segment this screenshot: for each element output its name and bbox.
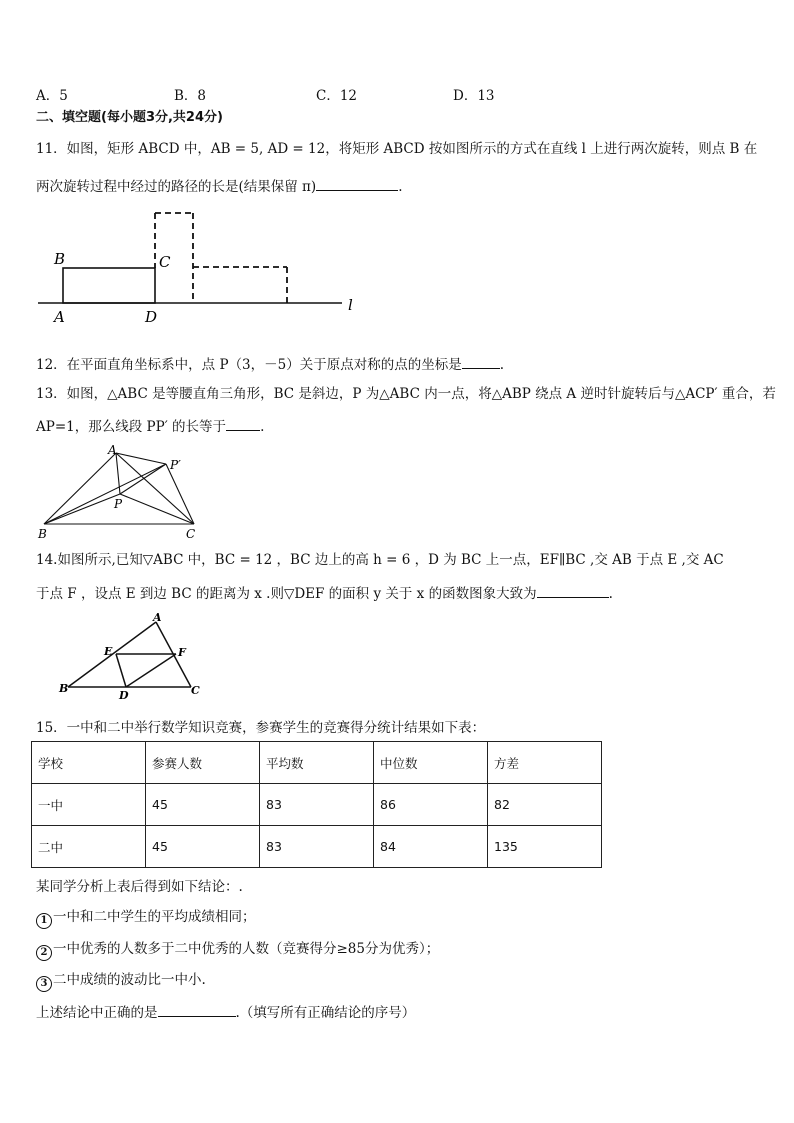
table-cell: 83 [260, 826, 374, 868]
q13-answer-blank[interactable] [226, 416, 260, 431]
fig11-label-a: A [54, 308, 65, 326]
fig11-label-b: B [54, 250, 66, 268]
option-b: B．8 [174, 88, 207, 104]
table-cell: 82 [488, 784, 602, 826]
fig13-label-p: P [114, 497, 123, 511]
circled-number: 2 [36, 945, 52, 961]
table-cell: 86 [374, 784, 488, 826]
fig13-label-a: A [108, 443, 117, 457]
table-cell: 一中 [32, 784, 146, 826]
fig14-label-b: B [59, 682, 69, 695]
q15-after-table: 某同学分析上表后得到如下结论：. [36, 879, 243, 895]
q11-answer-blank[interactable] [316, 176, 398, 191]
table-cell: 二中 [32, 826, 146, 868]
table-cell: 135 [488, 826, 602, 868]
conclusion-1: 1 一中和二中学生的平均成绩相同； [36, 908, 256, 929]
q14-line1: 14.如图所示,已知▽ABC 中，BC = 12 ，BC 边上的高 h = 6 ，D 为 BC 上一点，EF∥BC ,交 AB 于点 E ,交 AC [36, 552, 724, 568]
q13-line2: AP=1，那么线段 PP′ 的长等于 . [36, 416, 264, 436]
circled-number: 3 [36, 976, 52, 992]
fig11-label-l: l [348, 296, 353, 314]
q11-figure [30, 206, 370, 326]
option-a: A．5 [36, 88, 68, 104]
option-c: C．12 [316, 88, 358, 104]
q14-figure [56, 610, 206, 702]
section-heading: 二、填空题(每小题3分,共24分) [36, 110, 223, 125]
fig11-label-d: D [145, 308, 158, 326]
table-header-cell: 学校 [32, 742, 146, 784]
q12-answer-blank[interactable] [462, 354, 500, 369]
fig14-label-d: D [119, 689, 129, 702]
fig13-label-b: B [38, 527, 47, 541]
fig13-label-p-prime: P′ [170, 458, 181, 472]
table-header-cell: 参赛人数 [146, 742, 260, 784]
table-cell: 84 [374, 826, 488, 868]
table-cell: 45 [146, 826, 260, 868]
table-row [32, 784, 602, 826]
table-header-row [32, 742, 602, 784]
conclusion-2: 2 一中优秀的人数多于二中优秀的人数（竞赛得分≥85分为优秀）； [36, 940, 439, 961]
option-d: D．13 [453, 88, 495, 104]
q14-answer-blank[interactable] [537, 583, 609, 598]
circled-number: 1 [36, 913, 52, 929]
fig13-label-c: C [186, 527, 196, 541]
table-row [32, 826, 602, 868]
table-cell: 45 [146, 784, 260, 826]
fig14-label-f: F [178, 646, 186, 659]
fig11-label-c: C [159, 253, 171, 271]
q12-line: 12．在平面直角坐标系中，点 P（3，－5）关于原点对称的点的坐标是 . [36, 354, 504, 374]
fig14-label-c: C [191, 684, 200, 697]
q13-line1: 13．如图，△ABC 是等腰直角三角形，BC 是斜边，P 为△ABC 内一点，将△ABP 绕点 A 逆时针旋转后与△ACP′ 重合，若 [36, 386, 776, 402]
score-table [31, 741, 602, 868]
q14-line2: 于点 F ，设点 E 到边 BC 的距离为 x .则▽DEF 的面积 y 关于 x 的函数图象大致为 . [36, 583, 613, 603]
q15-intro: 15．一中和二中举行数学知识竞赛，参赛学生的竞赛得分统计结果如下表： [36, 720, 486, 736]
table-header-cell: 中位数 [374, 742, 488, 784]
table-header-cell: 平均数 [260, 742, 374, 784]
fig14-label-e: E [104, 645, 113, 658]
q15-answer-blank[interactable] [158, 1002, 236, 1017]
q11-line1: 11．如图，矩形 ABCD 中，AB = 5, AD = 12，将矩形 ABCD 按如图所示的方式在直线 l 上进行两次旋转，则点 B 在 [36, 141, 758, 157]
fig14-label-a: A [153, 611, 162, 624]
q13-figure [36, 442, 201, 542]
q11-line2: 两次旋转过程中经过的路径的长是(结果保留 π) . [36, 176, 403, 196]
table-cell: 83 [260, 784, 374, 826]
q15-question: 上述结论中正确的是 .（填写所有正确结论的序号） [36, 1002, 415, 1022]
table-header-cell: 方差 [488, 742, 602, 784]
conclusion-3: 3 二中成绩的波动比一中小. [36, 971, 206, 992]
